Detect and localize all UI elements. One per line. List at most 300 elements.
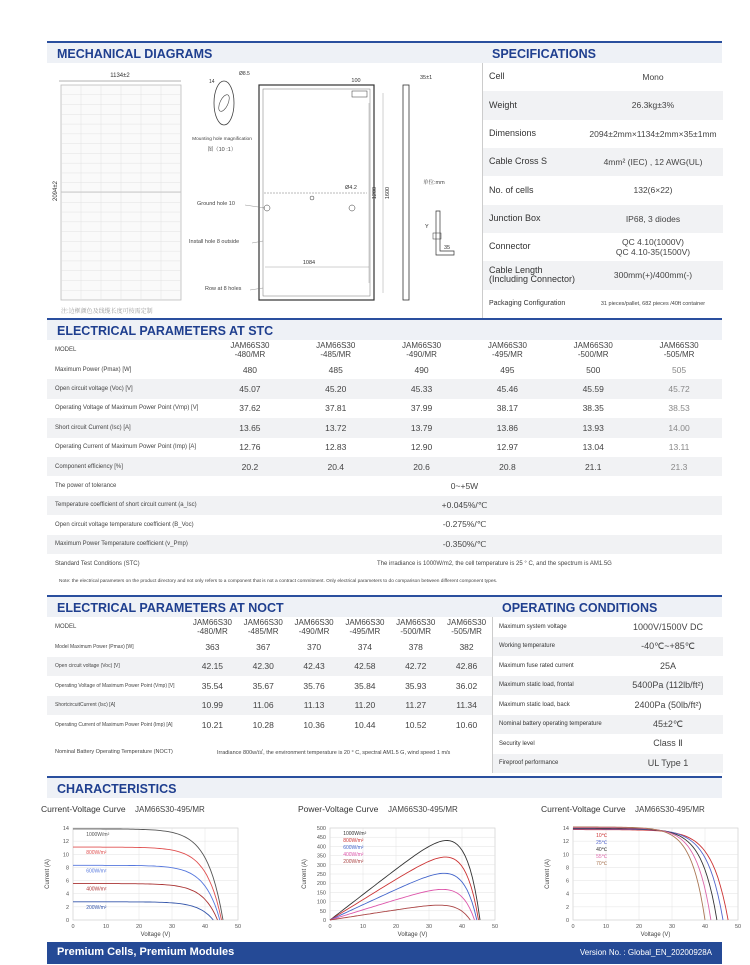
noct-value: 42.30	[252, 661, 274, 672]
op-table	[492, 617, 723, 773]
stc-span-label: Standard Test Conditions (STC)	[55, 560, 140, 567]
stc-value: 45.46	[496, 384, 519, 395]
dim-1084: 1084	[302, 260, 316, 266]
noct-value: 10.28	[252, 719, 274, 730]
noct-model-name	[289, 618, 340, 636]
model-line-b: -505/MR	[451, 627, 482, 636]
chart-title: Current-Voltage Curve	[541, 804, 626, 814]
op-value: 2400Pa (50lb/ft²)	[634, 699, 702, 710]
x-tick-label: 0	[71, 924, 75, 930]
noct-span-label: Nominal Battery Operating Temperature (NOCT)	[55, 749, 173, 756]
stc-value: 13.86	[496, 422, 519, 433]
stc-model-name	[207, 341, 293, 359]
panel-back	[259, 85, 374, 300]
noct-value: 363	[205, 641, 220, 652]
x-tick-label: 30	[168, 924, 176, 930]
stc-span-label: Maximum Power Temperature coefficient (v_Pmp)	[55, 541, 188, 548]
model-line-b: -485/MR	[247, 627, 279, 636]
spec-row	[483, 148, 723, 176]
stc-value: 20.8	[499, 461, 516, 472]
x-axis-label: Voltage (V)	[397, 932, 428, 938]
stc-value: 500	[586, 364, 601, 375]
y-tick-label: 0	[565, 918, 569, 924]
op-label: Maximum system voltage	[499, 623, 567, 630]
legend-label: 40℃	[596, 847, 608, 853]
model-line-b: -500/MR	[400, 627, 432, 636]
op-label: Security level	[499, 740, 535, 747]
op-row	[493, 617, 723, 637]
op-row	[493, 676, 723, 696]
chart-subtitle: JAM66S30-495/MR	[388, 805, 458, 814]
install-hole-label: Install hole 8 outside	[189, 239, 240, 245]
noct-value: 35.76	[303, 680, 325, 691]
stc-span-row	[47, 535, 722, 554]
noct-value: 10.44	[354, 719, 376, 730]
model-line-a: JAM66S30	[446, 618, 487, 627]
stc-value: 480	[242, 364, 257, 375]
model-line-b: -490/MR	[298, 627, 330, 636]
model-line-a: JAM66S30	[192, 618, 232, 627]
dim-hole: Ø4.2	[345, 185, 357, 191]
noct-row-label: Operating Voltage of Maximum Power Point (Vmp) [V]	[55, 682, 175, 689]
y-tick-label: 12	[62, 839, 69, 846]
noct-value: 42.58	[354, 661, 376, 672]
legend-label: 800W/m²	[343, 838, 364, 844]
spec-label-text: Cable Length	[489, 264, 543, 275]
legend-label: 1000W/m²	[343, 831, 367, 837]
footer-bar	[47, 942, 722, 964]
y-tick-label: 12	[562, 839, 569, 846]
stc-value: 495	[500, 364, 515, 375]
spec-label-text: Dimensions	[489, 127, 537, 138]
x-tick-label: 0	[571, 924, 575, 930]
op-value: -40℃~+85℃	[641, 640, 695, 651]
stc-row-label: Operating Voltage of Maximum Power Point (Vmp) [V]	[55, 405, 199, 412]
spec-row	[483, 91, 723, 119]
spec-label	[483, 129, 583, 139]
noct-model-name	[187, 618, 238, 636]
y-tick-label: 10	[62, 852, 69, 859]
spec-row	[483, 233, 723, 261]
model-line-a: JAM66S30	[573, 341, 613, 350]
stc-row-label: Component efficiency [%]	[55, 463, 123, 470]
stc-row	[47, 399, 722, 418]
spec-value-text: IP68, 3 diodes	[625, 213, 681, 224]
stc-table	[47, 340, 722, 592]
noct-model-row	[47, 617, 492, 637]
stc-span-value: -0.275%/℃	[442, 519, 487, 530]
spec-value-text: Mono	[642, 72, 664, 83]
noct-value: 11.34	[456, 700, 477, 711]
stc-model-name	[293, 341, 379, 359]
height-dimension: 2094±2	[53, 181, 59, 201]
spec-label	[483, 101, 583, 111]
y-tick-label: 6	[65, 878, 69, 885]
noct-value: 42.86	[455, 661, 478, 672]
spec-value-text: 26.3kg±3%	[631, 100, 675, 111]
y-tick-label: 300	[316, 862, 326, 869]
stc-span-row	[47, 476, 722, 495]
noct-value: 42.43	[303, 661, 325, 672]
chart-subtitle: JAM66S30-495/MR	[135, 805, 205, 814]
stc-note: Note: the electrical parameters on the product directory and not only refers to a component that is not a contract commitment. Only electrical parameters to do comparison between different component types.	[59, 579, 498, 585]
stc-value: 13.93	[582, 422, 604, 433]
legend-label: 55℃	[596, 854, 608, 860]
stc-row	[47, 418, 722, 437]
spec-label-text: Weight	[489, 99, 517, 110]
op-row	[493, 734, 723, 754]
dim-14: 14	[209, 79, 215, 85]
x-tick-label: 20	[135, 924, 143, 930]
y-tick-label: 100	[316, 899, 326, 906]
spec-label-text: Junction Box	[489, 212, 541, 223]
op-value: 1000V/1500V DC	[632, 621, 704, 632]
y-tick-label: 14	[562, 826, 569, 832]
noct-value: 35.67	[252, 680, 274, 691]
spec-value-text: QC 4.10(1000V)	[622, 236, 684, 247]
stc-row	[47, 457, 722, 476]
noct-table	[47, 617, 492, 773]
noct-span-row	[47, 743, 492, 763]
noct-model-name	[238, 618, 289, 636]
x-tick-label: 10	[102, 924, 110, 930]
stc-value: 37.81	[325, 403, 347, 414]
legend-label: 70℃	[596, 861, 608, 867]
noct-value: 42.72	[405, 661, 427, 672]
noct-model-label: MODEL	[55, 624, 77, 630]
stc-value: 13.11	[668, 442, 690, 453]
dim-y: Y	[425, 224, 429, 230]
legend-label: 25℃	[596, 840, 608, 846]
op-label: Fireproof performance	[499, 760, 559, 767]
legend-label: 200W/m²	[86, 904, 107, 911]
x-tick-label: 40	[201, 924, 209, 930]
stc-model-name	[379, 341, 465, 359]
op-value: UL Type 1	[647, 758, 689, 769]
legend-label: 600W/m²	[86, 868, 107, 875]
noct-row-label: ShortcircuitCurrent (Isc) [A]	[55, 702, 116, 709]
noct-value: 10.36	[303, 719, 325, 730]
y-tick-label: 250	[316, 872, 326, 878]
stc-value: 20.2	[241, 461, 259, 472]
noct-row-label: Operating Current of Maximum Power Point (Imp) [A]	[55, 721, 173, 728]
spec-label-text: No. of cells	[489, 184, 534, 195]
stc-span-row	[47, 515, 722, 534]
stc-value: 13.79	[410, 422, 433, 433]
spec-value-text: 300mm(+)/400mm(-)	[613, 270, 693, 281]
stc-model-name	[464, 341, 550, 359]
x-tick-label: 20	[635, 924, 643, 930]
stc-row	[47, 379, 722, 398]
stc-value: 490	[414, 364, 429, 375]
y-tick-label: 450	[316, 835, 326, 842]
op-row	[493, 754, 723, 774]
spec-label-text: Connector	[489, 241, 531, 252]
stc-value: 14.00	[668, 422, 690, 433]
spec-value	[583, 185, 723, 195]
x-tick-label: 50	[734, 924, 742, 930]
op-value: Class Ⅱ	[653, 738, 683, 749]
noct-value: 367	[256, 641, 271, 652]
op-label: Maximum static load, frontal	[499, 682, 574, 689]
stc-model-label: MODEL	[55, 347, 77, 353]
stc-span-label: Open circuit voltage temperature coefficient (B_Voc)	[55, 521, 194, 528]
spec-label	[483, 214, 583, 224]
legend-label: 400W/m²	[343, 852, 364, 858]
stc-value: 38.17	[496, 403, 519, 414]
stc-row-label: Maximum Power (Pmax) [W]	[55, 366, 132, 373]
stc-model-row	[47, 340, 722, 360]
model-line-a: JAM66S30	[230, 341, 270, 350]
noct-value: 10.52	[405, 719, 427, 730]
y-tick-label: 14	[62, 826, 69, 832]
model-line-b: -490/MR	[406, 350, 437, 359]
y-tick-label: 500	[316, 826, 326, 832]
spec-label	[483, 186, 583, 196]
model-line-a: JAM66S30	[402, 341, 442, 350]
noct-row	[47, 637, 492, 657]
noct-value: 11.27	[405, 700, 427, 711]
x-tick-label: 30	[425, 924, 433, 930]
spec-value	[583, 237, 723, 257]
stc-span-label: The power of tolerance	[55, 483, 117, 490]
x-tick-label: 40	[458, 924, 466, 930]
noct-row	[47, 676, 492, 696]
x-tick-label: 20	[392, 924, 400, 930]
footer-version: Version No. : Global_EN_20200928A	[579, 948, 712, 957]
op-value: 45±2℃	[652, 718, 684, 729]
stc-value: 21.1	[584, 461, 602, 472]
spec-row	[483, 63, 723, 91]
footer-slogan: Premium Cells, Premium Modules	[57, 946, 235, 958]
model-line-b: -480/MR	[234, 350, 266, 359]
stc-model-name	[636, 341, 722, 359]
spec-value	[583, 270, 723, 280]
stc-value: 20.6	[413, 461, 430, 472]
spec-row	[483, 290, 723, 318]
stc-span-value: The irradiance is 1000W/m2, the cell temperature is 25 ° C, and the spectrum is AM1.5G	[377, 560, 612, 567]
spec-label	[483, 157, 583, 167]
y-tick-label: 8	[565, 865, 569, 872]
y-tick-label: 50	[319, 908, 326, 915]
y-axis-label: Current (A)	[545, 859, 551, 889]
y-axis-label: Current (A)	[45, 859, 51, 889]
spec-label-text: Cable Cross S	[489, 156, 548, 167]
stc-span-row	[47, 554, 722, 573]
stc-value: 505	[671, 364, 687, 375]
stc-row-label: Operating Current of Maximum Power Point (Imp) [A]	[55, 444, 197, 451]
mech-header: MECHANICAL DIAGRAMS	[47, 41, 482, 63]
y-axis-label: Current (A)	[302, 859, 308, 889]
stc-value: 45.20	[325, 384, 347, 395]
op-row	[493, 715, 723, 735]
dim-35b: 35	[444, 245, 451, 251]
legend-label: 10℃	[596, 833, 608, 839]
op-label: Maximum static load, back	[499, 701, 570, 708]
stc-value: 13.04	[582, 442, 604, 453]
noct-value: 11.20	[354, 700, 376, 711]
spec-value	[583, 157, 723, 167]
model-line-a: JAM66S30	[487, 341, 527, 350]
y-tick-label: 200	[316, 881, 326, 888]
unit-label: 单位:mm	[423, 180, 445, 186]
stc-row-label: Open circuit voltage (Voc) [V]	[55, 386, 133, 393]
model-line-a: JAM66S30	[345, 618, 385, 627]
spec-value	[583, 214, 723, 224]
spec-value-text: 31 pieces/pallet, 682 pieces /40ft container	[600, 300, 706, 307]
scale-label: 图（10 :1）	[207, 147, 237, 153]
spec-label	[483, 242, 583, 252]
stc-value: 12.90	[410, 442, 433, 453]
ground-hole-label: Ground hole 10	[197, 201, 235, 207]
chart-iv-temperature	[535, 800, 750, 940]
noct-header: ELECTRICAL PARAMETERS AT NOCT	[47, 595, 492, 617]
noct-value: 10.99	[201, 700, 224, 711]
x-axis-label: Voltage (V)	[140, 932, 171, 938]
x-tick-label: 10	[359, 924, 367, 930]
panel-side	[403, 85, 409, 300]
spec-label	[483, 72, 583, 82]
y-tick-label: 0	[65, 918, 69, 924]
x-axis-label: Voltage (V)	[640, 932, 671, 938]
op-header: OPERATING CONDITIONS	[492, 595, 722, 617]
noct-value: 11.06	[252, 700, 274, 711]
stc-row-label: Short circuit Current (Isc) [A]	[55, 424, 131, 431]
y-tick-label: 6	[565, 878, 569, 885]
legend-label: 600W/m²	[343, 845, 364, 851]
x-tick-label: 30	[668, 924, 676, 930]
chart-iv-irradiance	[35, 800, 255, 940]
spec-value	[583, 129, 723, 139]
stc-span-value: 0~+5W	[450, 481, 479, 492]
noct-row	[47, 657, 492, 677]
model-line-b: -485/MR	[320, 350, 352, 359]
model-line-a: JAM66S30	[294, 618, 334, 627]
chart-title: Power-Voltage Curve	[298, 804, 379, 814]
noct-model-name	[339, 618, 390, 636]
y-tick-label: 2	[65, 904, 69, 911]
stc-value: 20.4	[327, 461, 345, 472]
noct-value: 35.84	[354, 680, 376, 691]
legend-label: 200W/m²	[343, 859, 364, 865]
stc-value: 13.72	[325, 422, 347, 433]
noct-value: 374	[357, 641, 372, 652]
mounting-hole-label: Mounting hole magnification	[192, 137, 252, 142]
chart-pv-irradiance	[292, 800, 512, 940]
x-tick-label: 0	[328, 924, 332, 930]
y-tick-label: 4	[65, 891, 69, 898]
spec-value	[583, 100, 723, 110]
dim-1200: 1200	[372, 186, 378, 200]
stc-value: 12.76	[239, 442, 261, 453]
stc-value: 13.65	[239, 422, 261, 433]
chart-title: Current-Voltage Curve	[41, 804, 126, 814]
spec-value-text: 132(6×22)	[633, 185, 673, 196]
spec-row	[483, 261, 723, 289]
spec-row	[483, 176, 723, 204]
noct-value: 10.21	[201, 719, 224, 730]
y-tick-label: 4	[565, 891, 569, 898]
op-value: 5400Pa (112lb/ft²)	[632, 680, 704, 691]
stc-value: 12.83	[325, 442, 347, 453]
spec-label-text: Cell	[489, 71, 505, 82]
noct-value: 35.93	[405, 680, 427, 691]
stc-header: ELECTRICAL PARAMETERS AT STC	[47, 318, 722, 340]
stc-value: 485	[328, 364, 343, 375]
noct-value: 10.60	[455, 719, 478, 730]
stc-value: 45.59	[582, 384, 604, 395]
noct-row	[47, 715, 492, 735]
noct-model-name	[390, 618, 441, 636]
x-tick-label: 40	[701, 924, 709, 930]
y-tick-label: 350	[316, 853, 326, 860]
stc-model-name	[550, 341, 636, 359]
spec-value	[583, 72, 723, 82]
y-tick-label: 8	[65, 865, 69, 872]
x-tick-label: 10	[602, 924, 610, 930]
op-label: Maximum fuse rated current	[499, 662, 574, 669]
mechanical-drawing	[47, 63, 482, 318]
noct-value: 42.15	[201, 661, 224, 672]
y-tick-label: 10	[562, 852, 569, 859]
spec-label-text: Packaging Configuration	[489, 299, 566, 307]
noct-value: 378	[408, 641, 423, 652]
model-line-a: JAM66S30	[659, 341, 699, 350]
row-holes-label: Row at 8 holes	[205, 286, 242, 292]
spec-value-text: 2094±2mm×1134±2mm×35±1mm	[589, 128, 717, 139]
spec-row	[483, 120, 723, 148]
spec-value	[583, 301, 723, 308]
noct-row-label: Open circuit voltage (Voc) [V]	[55, 663, 120, 670]
op-label: Nominal battery operating temperature	[499, 721, 602, 728]
spec-row	[483, 205, 723, 233]
stc-row	[47, 438, 722, 457]
y-tick-label: 2	[565, 904, 569, 911]
stc-value: 38.35	[582, 403, 604, 414]
stc-value: 21.3	[670, 461, 688, 472]
dim-1600: 1600	[385, 186, 391, 200]
model-line-b: -480/MR	[197, 627, 228, 636]
y-tick-label: 400	[316, 844, 326, 851]
noct-value: 370	[306, 641, 322, 652]
x-tick-label: 50	[234, 924, 242, 930]
legend-label: 400W/m²	[86, 886, 107, 893]
stc-value: 37.99	[410, 403, 433, 414]
stc-value: 37.62	[239, 403, 261, 414]
dim-100: 100	[351, 78, 361, 84]
width-dimension: 1134±2	[110, 73, 130, 79]
model-line-a: JAM66S30	[243, 618, 283, 627]
noct-value: 36.02	[455, 680, 478, 691]
noct-value: 382	[459, 641, 474, 652]
stc-value: 38.53	[668, 403, 690, 414]
stc-row	[47, 360, 722, 379]
legend-label: 1000W/m²	[86, 831, 110, 838]
legend-label: 800W/m²	[86, 850, 107, 857]
noct-value: 35.54	[201, 680, 224, 691]
dim-85: Ø8.5	[239, 71, 250, 77]
spec-label-text-2: (Including Connector)	[489, 274, 576, 285]
stc-span-row	[47, 496, 722, 515]
noct-row-label: Model Maximum Power (Pmax) [W]	[55, 643, 134, 650]
spec-label	[483, 266, 583, 286]
x-tick-label: 50	[491, 924, 499, 930]
noct-span-value: Irradiance 800w/㎡, the environment temperature is 20 ° C, spectral AM1.5 G, wind speed 1 m/s	[217, 750, 451, 757]
model-line-a: JAM66S30	[316, 341, 356, 350]
y-tick-label: 0	[322, 918, 326, 924]
noct-model-name	[441, 618, 492, 636]
char-header: CHARACTERISTICS	[47, 776, 722, 798]
